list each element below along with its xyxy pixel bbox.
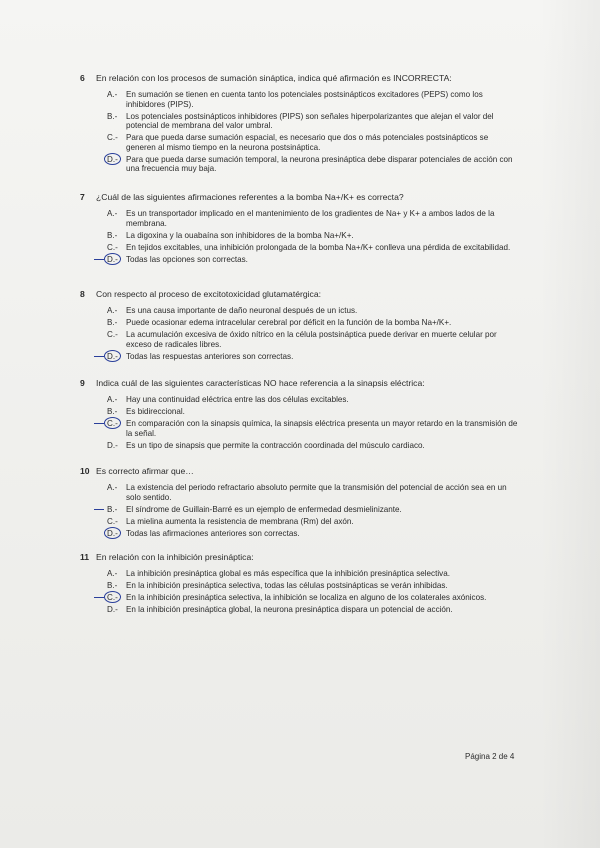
option-letter: B.- — [107, 406, 118, 416]
option-b — [107, 505, 520, 515]
option-text: Puede ocasionar edema intracelular cerebral por déficit en la función de la bomba Na+/K+. — [126, 317, 452, 327]
option-a — [107, 395, 520, 405]
option-text: La mielina aumenta la resistencia de membrana (Rm) del axón. — [126, 516, 354, 526]
option-c — [107, 330, 520, 349]
answer-dash-mark — [94, 423, 104, 424]
option-d — [107, 529, 520, 539]
question-number: 10 — [80, 466, 90, 476]
option-text: Hay una continuidad eléctrica entre las dos células excitables. — [126, 395, 349, 404]
option-text: Es una causa importante de daño neuronal después de un ictus. — [126, 306, 358, 315]
question-8 — [80, 289, 520, 364]
option-text: En la inhibición presináptica selectiva, todas las células postsinápticas se verán inhibidas. — [126, 580, 448, 590]
option-letter: A.- — [107, 90, 118, 99]
answer-dash-mark — [94, 597, 104, 598]
answer-circle-mark — [104, 591, 121, 603]
question-7 — [80, 192, 520, 267]
option-letter: B.- — [107, 111, 118, 121]
option-text: El síndrome de Guillain-Barré es un ejemplo de enfermedad desmielinizante. — [126, 504, 402, 514]
option-letter: C.- — [107, 133, 118, 143]
option-letter: A.- — [107, 306, 118, 315]
option-d — [107, 155, 520, 174]
option-d — [107, 255, 520, 265]
paper-shadow — [540, 0, 600, 848]
option-letter: B.- — [107, 230, 118, 240]
option-letter: A.- — [107, 209, 118, 218]
answer-circle-mark — [104, 253, 121, 265]
question-text: ¿Cuál de las siguientes afirmaciones referentes a la bomba Na+/K+ es correcta? — [96, 192, 404, 202]
option-text: Para que pueda darse sumación espacial, es necesario que dos o más potenciales postsinápticos se generen al mismo tiempo en la neurona postsináptica. — [126, 133, 489, 152]
option-text: Todas las respuestas anteriores son correctas. — [126, 351, 294, 361]
option-a — [107, 306, 520, 316]
option-d — [107, 441, 520, 451]
question-6 — [80, 73, 520, 176]
question-number: 6 — [80, 73, 85, 83]
option-c — [107, 593, 520, 603]
question-text: Indica cuál de las siguientes características NO hace referencia a la sinapsis eléctrica: — [96, 378, 425, 388]
option-letter: A.- — [107, 395, 118, 404]
option-a — [107, 483, 520, 502]
option-c — [107, 419, 520, 438]
option-a — [107, 209, 520, 228]
option-text: En la inhibición presináptica global, la neurona presináptica dispara un potencial de acción. — [126, 604, 453, 614]
option-text: Los potenciales postsinápticos inhibidores (PIPS) son señales hiperpolarizantes que alejan el valor del potencial de membrana del valor umbral. — [126, 111, 494, 131]
option-text: La digoxina y la ouabaína son inhibidores de la bomba Na+/K+. — [126, 230, 354, 240]
option-letter: B.- — [107, 504, 118, 514]
option-letter: B.- — [107, 580, 118, 590]
option-text: Es un transportador implicado en el mantenimiento de los gradientes de Na+ y K+ a ambos lados de la membrana. — [126, 209, 495, 228]
option-text: Es bidireccional. — [126, 406, 185, 416]
option-letter: C.- — [107, 592, 118, 602]
option-c — [107, 133, 520, 152]
option-d — [107, 352, 520, 362]
option-c — [107, 517, 520, 527]
option-text: En tejidos excitables, una inhibición prolongada de la bomba Na+/K+ conlleva una pérdida de excitabilidad. — [126, 242, 511, 252]
option-b — [107, 318, 520, 328]
option-b — [107, 407, 520, 417]
question-number: 11 — [80, 552, 90, 562]
option-b — [107, 231, 520, 241]
question-number: 7 — [80, 192, 85, 202]
option-text: En sumación se tienen en cuenta tanto los potenciales postsinápticos excitadores (PEPS) como los inhibidores (PIPS). — [126, 90, 483, 109]
answer-dash-mark — [94, 259, 104, 260]
question-text: En relación con los procesos de sumación sináptica, indica qué afirmación es INCORRECTA: — [96, 73, 452, 83]
answer-circle-mark — [104, 153, 121, 165]
answer-circle-mark — [104, 527, 121, 539]
question-9 — [80, 378, 520, 453]
option-a — [107, 569, 520, 579]
option-letter: A.- — [107, 569, 118, 578]
option-d — [107, 605, 520, 615]
answer-dash-mark — [94, 509, 104, 510]
question-number: 9 — [80, 378, 85, 388]
question-text: Es correcto afirmar que… — [96, 466, 194, 476]
option-letter: A.- — [107, 483, 118, 492]
question-10 — [80, 466, 520, 541]
question-11 — [80, 552, 520, 617]
answer-circle-mark — [104, 350, 121, 362]
option-b — [107, 112, 520, 131]
option-a — [107, 90, 520, 109]
question-text: Con respecto al proceso de excitotoxicidad glutamatérgica: — [96, 289, 321, 299]
option-letter: C.- — [107, 329, 118, 339]
option-letter: D.- — [107, 440, 118, 450]
option-letter: D.- — [107, 254, 118, 264]
option-text: Es un tipo de sinapsis que permite la contracción coordinada del músculo cardiaco. — [126, 440, 425, 450]
answer-circle-mark — [104, 417, 121, 429]
option-letter: C.- — [107, 516, 118, 526]
option-letter: D.- — [107, 351, 118, 361]
option-text: La acumulación excesiva de óxido nítrico en la célula postsináptica puede derivar en muerte celular por exceso de radicales libres. — [126, 329, 497, 349]
option-text: La inhibición presináptica global es más específica que la inhibición presináptica selectiva. — [126, 569, 450, 578]
option-letter: C.- — [107, 418, 118, 428]
option-text: En comparación con la sinapsis química, la sinapsis eléctrica presenta un mayor retardo en la transmisión de la señal. — [126, 418, 518, 438]
option-letter: D.- — [107, 154, 118, 164]
option-letter: D.- — [107, 604, 118, 614]
answer-dash-mark — [94, 356, 104, 357]
option-text: La existencia del periodo refractario absoluto permite que la transmisión del potencial de acción sea en un solo sentido. — [126, 483, 507, 502]
option-letter: C.- — [107, 242, 118, 252]
page-number: Página 2 de 4 — [465, 752, 515, 761]
option-c — [107, 243, 520, 253]
question-number: 8 — [80, 289, 85, 299]
option-letter: B.- — [107, 317, 118, 327]
option-text: Todas las opciones son correctas. — [126, 254, 248, 264]
option-text: Todas las afirmaciones anteriores son correctas. — [126, 528, 300, 538]
option-letter: D.- — [107, 528, 118, 538]
option-text: Para que pueda darse sumación temporal, la neurona presináptica debe disparar potenciales de acción con una frecuencia muy baja. — [126, 154, 513, 174]
option-b — [107, 581, 520, 591]
question-text: En relación con la inhibición presináptica: — [96, 552, 254, 562]
option-text: En la inhibición presináptica selectiva, la inhibición se localiza en alguno de los colaterales axónicos. — [126, 592, 487, 602]
